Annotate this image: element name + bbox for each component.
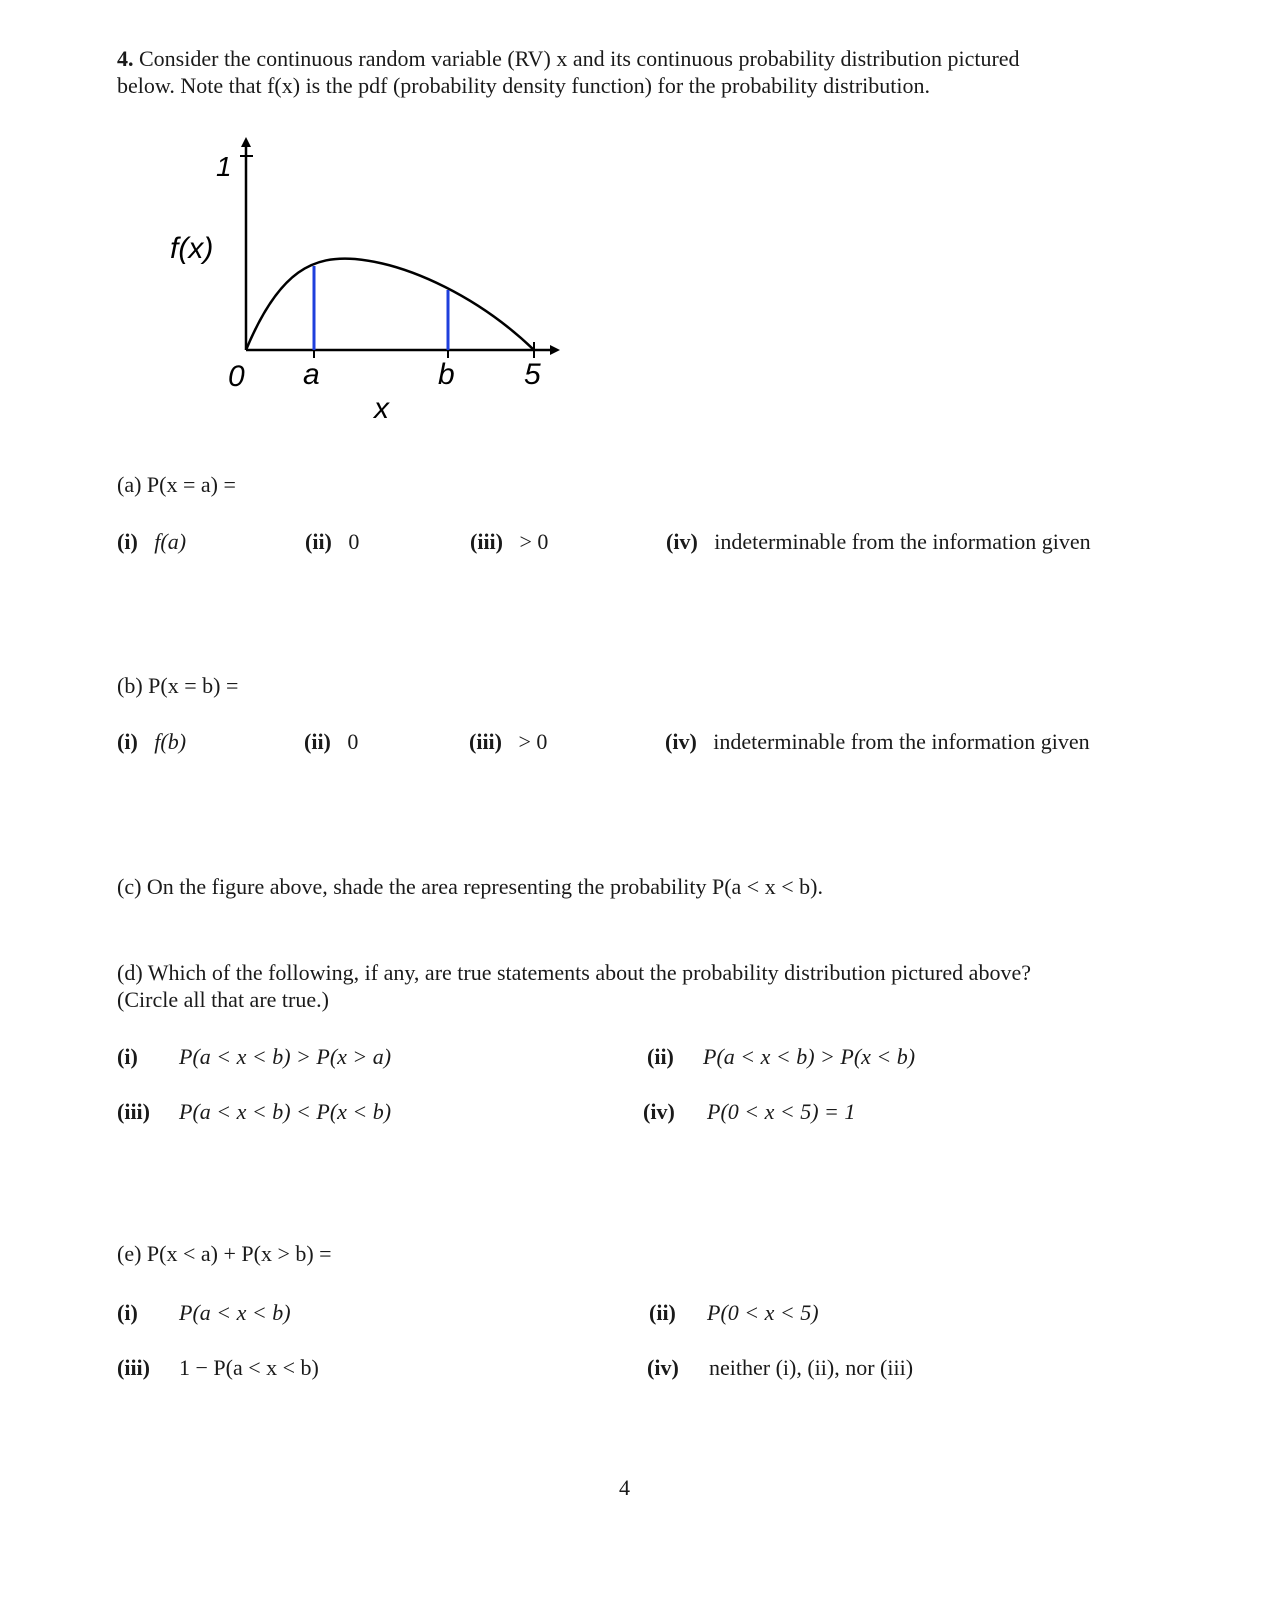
- option-number: (ii): [305, 529, 332, 554]
- option-number: (iv): [647, 1355, 679, 1380]
- y-axis-label: f(x): [170, 232, 214, 265]
- question-text-1: Consider the continuous random variable (RV) x and its continuous probability distribution pictured: [139, 46, 1020, 71]
- option-text: P(a < x < b) < P(x < b): [179, 1099, 392, 1124]
- question-line-1: [117, 45, 1020, 73]
- option-number: (i): [117, 1044, 138, 1069]
- option-text: f(b): [154, 729, 187, 754]
- option-text: 1 − P(a < x < b): [179, 1355, 319, 1380]
- part-d-prompt-2: (Circle all that are true.): [117, 987, 329, 1012]
- option-number: (iii): [117, 1355, 150, 1380]
- option-text: P(0 < x < 5) = 1: [707, 1099, 856, 1124]
- option-text: P(a < x < b): [179, 1300, 291, 1325]
- question-text-2: below. Note that f(x) is the pdf (probability density function) for the probability distribution.: [117, 73, 931, 98]
- option-number: (ii): [647, 1044, 674, 1069]
- part-d-option-iv[interactable]: [643, 1098, 855, 1126]
- option-text: 0: [347, 729, 359, 754]
- part-e-prompt: (e) P(x < a) + P(x > b) =: [117, 1241, 332, 1266]
- option-number: (iv): [643, 1099, 675, 1124]
- part-b-option-ii[interactable]: [304, 728, 358, 756]
- pdf-curve: [246, 259, 534, 350]
- part-c-prompt: (c) On the figure above, shade the area representing the probability P(a < x < b).: [117, 874, 823, 899]
- part-b-prompt: (b) P(x = b) =: [117, 673, 239, 698]
- part-a-option-iii[interactable]: [470, 528, 548, 556]
- part-d-prompt-1: (d) Which of the following, if any, are true statements about the probability distribution pictured above?: [117, 960, 1031, 985]
- part-b-option-i[interactable]: [117, 728, 186, 756]
- option-number: (ii): [649, 1300, 676, 1325]
- part-a-option-ii[interactable]: [305, 528, 359, 556]
- part-d-option-iii[interactable]: [117, 1098, 391, 1126]
- option-text: P(a < x < b) > P(x > a): [179, 1044, 392, 1069]
- option-text: P(a < x < b) > P(x < b): [703, 1044, 916, 1069]
- part-a-option-i[interactable]: [117, 528, 186, 556]
- option-number: (i): [117, 1300, 138, 1325]
- part-e-option-iv[interactable]: [647, 1354, 913, 1382]
- page-number: 4: [619, 1475, 630, 1500]
- option-text: P(0 < x < 5): [707, 1300, 819, 1325]
- option-number: (iv): [665, 729, 697, 754]
- option-number: (iii): [117, 1099, 150, 1124]
- option-text: indeterminable from the information given: [713, 729, 1090, 754]
- x-tick-label-0: 0: [228, 360, 245, 393]
- part-b-option-iii[interactable]: [469, 728, 547, 756]
- pdf-figure: [160, 128, 600, 438]
- option-number: (ii): [304, 729, 331, 754]
- part-a-prompt: (a) P(x = a) =: [117, 472, 236, 497]
- option-number: (iii): [470, 529, 503, 554]
- y-tick-label-1: 1: [216, 151, 232, 182]
- part-e-option-i[interactable]: [117, 1299, 291, 1327]
- option-number: (iv): [666, 529, 698, 554]
- part-e-option-iii[interactable]: [117, 1354, 319, 1382]
- option-text: neither (i), (ii), nor (iii): [709, 1355, 914, 1380]
- part-d-option-ii[interactable]: [647, 1043, 915, 1071]
- option-text: > 0: [519, 529, 549, 554]
- x-axis-label: x: [374, 392, 389, 425]
- part-d-option-i[interactable]: [117, 1043, 391, 1071]
- question-number: 4.: [117, 46, 134, 71]
- option-text: f(a): [154, 529, 187, 554]
- option-text: 0: [348, 529, 360, 554]
- option-number: (i): [117, 729, 138, 754]
- x-tick-label-5: 5: [524, 358, 541, 391]
- x-tick-label-a: a: [303, 358, 320, 391]
- option-number: (iii): [469, 729, 502, 754]
- option-text: indeterminable from the information given: [714, 529, 1091, 554]
- part-e-option-ii[interactable]: [649, 1299, 819, 1327]
- option-text: > 0: [518, 729, 548, 754]
- option-number: (i): [117, 529, 138, 554]
- part-b-option-iv[interactable]: [665, 728, 1090, 756]
- part-a-option-iv[interactable]: [666, 528, 1091, 556]
- x-tick-label-b: b: [438, 358, 455, 391]
